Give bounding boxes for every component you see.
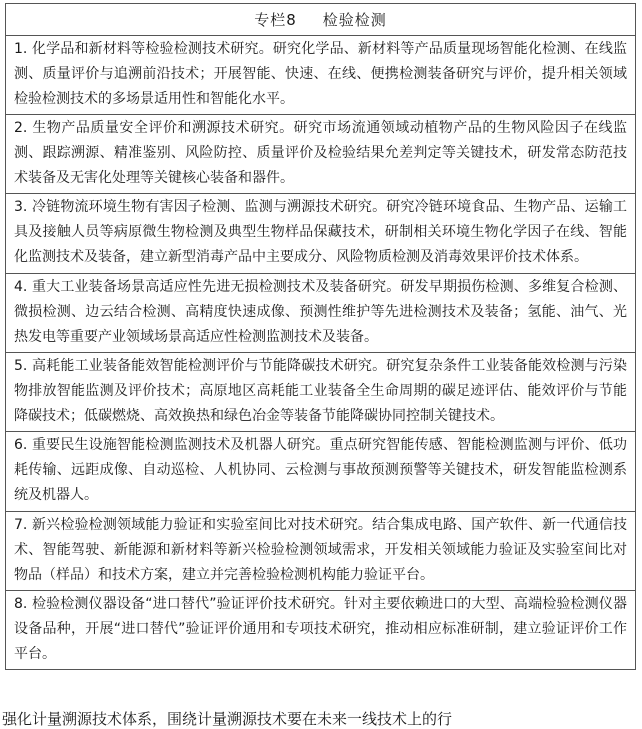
list-item-7: 7. 新兴检验检测领域能力验证和实验室间比对技术研究。结合集成电路、国产软件、新一代通信技术、智能驾驶、新能源和新材料等新兴检验检测领域需求，开发相关领域能力验证及实验室间比对物品（样品）和技术方案，建立并完善检验检测机构能力验证平台。 — [6, 512, 635, 591]
list-item-3: 3. 冷链物流环境生物有害因子检测、监测与溯源技术研究。研究冷链环境食品、生物产品、运输工具及接触人员等病原微生物检测及典型生物样品保藏技术，研制相关环境生物化学因子在线、智能化监测技术及装备，建立新型消毒产品中主要成分、风险物质检测及消毒效果评价技术体系。 — [6, 194, 635, 274]
list-item-1: 1. 化学品和新材料等检验检测技术研究。研究化学品、新材料等产品质量现场智能化检测、在线监测、质量评价与追溯前沿技术；开展智能、快速、在线、便携检测装备研究与评价，提升相关领域检验检测技术的多场景适用性和智能化水平。 — [6, 36, 635, 115]
cut-off-body-text: 强化计量溯源技术体系，围绕计量溯源技术要在未来一线技术上的行 — [2, 710, 453, 728]
list-item-2: 2. 生物产品质量安全评价和溯源技术研究。研究市场流通领域动植物产品的生物风险因子在线监测、跟踪溯源、精准鉴别、风险防控、质量评价及检验结果允差判定等关键技术，研发常态防范技术装备及无害化处理等关键核心装备和器件。 — [6, 115, 635, 194]
special-column-panel — [5, 3, 636, 670]
panel-header — [6, 4, 635, 36]
list-item-6: 6. 重要民生设施智能检测监测技术及机器人研究。重点研究智能传感、智能检测监测与评价、低功耗传输、远距成像、自动巡检、人机协同、云检测与事故预测预警等关键技术，研发智能监检测系统及机器人。 — [6, 432, 635, 512]
column-label: 专栏8 — [254, 11, 297, 29]
list-item-5: 5. 高耗能工业装备能效智能检测评价与节能降碳技术研究。研究复杂条件工业装备能效检测与污染物排放智能监测及评价技术；高原地区高耗能工业装备全生命周期的碳足迹评估、能效评价与节能降碳技术；低碳燃烧、高效换热和绿色冶金等装备节能降碳协同控制关键技术。 — [6, 353, 635, 432]
panel-title: 检验检测 — [322, 11, 387, 29]
list-item-8: 8. 检验检测仪器设备“进口替代”验证评价技术研究。针对主要依赖进口的大型、高端检验检测仪器设备品种，开展“进口替代”验证评价通用和专项技术研究，推动相应标准研制，建立验证评价工作平台。 — [14, 596, 627, 662]
list-item-4: 4. 重大工业装备场景高适应性先进无损检测技术及装备研究。研发早期损伤检测、多维复合检测、微损检测、边云结合检测、高精度快速成像、预测性维护等先进检测技术及装备；氢能、油气、光热发电等重要产业领域场景高适应性检测监测技术及装备。 — [6, 274, 635, 353]
